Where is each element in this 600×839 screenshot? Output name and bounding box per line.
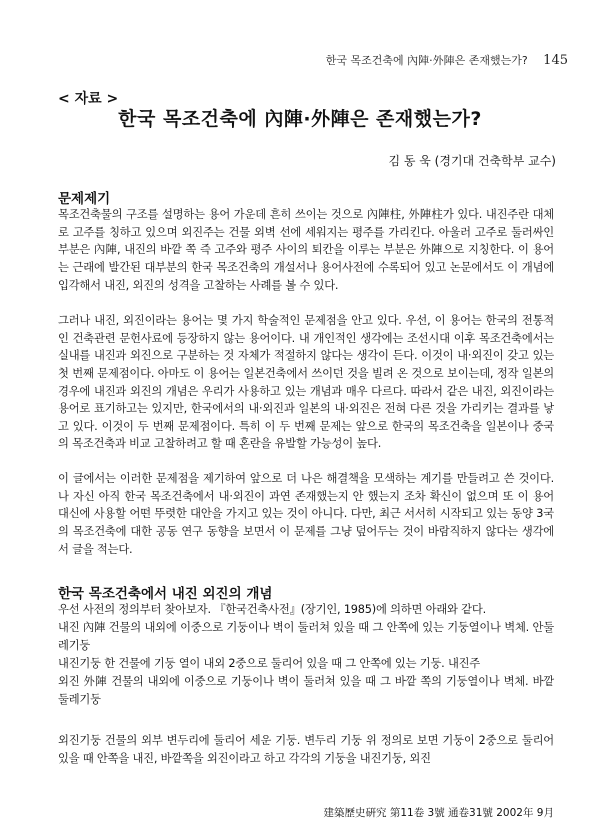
journal-footer: 建築歷史硏究 第11卷 3號 通卷31號 2002年 9月 bbox=[323, 807, 554, 819]
dictionary-entry: 외진 外陣 건물의 내외에 이중으로 기둥이나 벽이 둘러쳐 있을 때 그 바깥 쪽의 기둥열이나 벽체. 바깥 둘레기둥 bbox=[58, 675, 554, 706]
paragraph: 목조건축물의 구조를 설명하는 용어 가운데 흔히 쓰이는 것으로 內陣柱, 外陣柱가 있다. 내진주란 대체로 고주를 칭하고 있으며 외진주는 건물 외벽 선에 세워지는 평주를 가리킨다. 아울러 고주로 둘러싸인 부분은 內陣, 내진의 바깥 쪽 즉 고주와 평주 사이의 퇴칸을 이루는 부분은 外陣으로 지칭한다. 이 용어는 근래에 발간된 대부분의 한국 목조건축의 개설서나 용어사전에 수록되어 있고 논문에서도 이 개념에 입각해서 내진, 외진의 성격을 고찰하는 사례를 볼 수 있다. bbox=[58, 208, 554, 292]
page-number: 145 bbox=[543, 53, 568, 68]
article-title: 한국 목조건축에 內陣·外陣은 존재했는가? bbox=[118, 108, 482, 130]
section-heading-concept: 한국 목조건축에서 내진 외진의 개념 bbox=[58, 586, 273, 602]
paragraph: 우선 사전의 정의부터 찾아보자. 『한국건축사전』(장기인, 1985)에 의하면 아래와 같다. bbox=[58, 603, 486, 617]
running-header bbox=[60, 52, 568, 68]
author-line: 김 동 욱 (경기대 건축학부 교수) bbox=[388, 154, 556, 168]
paragraph: 그러나 내진, 외진이라는 용어는 몇 가지 학술적인 문제점을 안고 있다. 우선, 이 용어는 한국의 전통적인 건축관련 문헌사료에 등장하지 않는 용어이다. 내 개인적인 생각에는 조선시대 이후 목조건축에서는 실내를 내진과 외진으로 구분하는 것 자체가 적절하지 않다는 생각이 든다. 이것이 내·외진이 갖고 있는 첫 번째 문제점이다. 아마도 이 용어는 일본건축에서 쓰이던 것을 빌려 온 것으로 보이는데, 정작 일본의 경우에 내진과 외진의 개념은 우리가 사용하고 있는 개념과 매우 다르다. 따라서 같은 내진, 외진이라는 용어로 표기하고는 있지만, 한국에서의 내·외진과 일본의 내·외진은 전혀 다른 것을 가리키는 결과를 낳고 있다. 이것이 두 번째 문제점이다. 특히 이 두 번째 문제는 앞으로 한국의 목조건축을 일본이나 중국의 목조건축과 비교 고찰하려고 할 때 혼란을 유발할 가능성이 높다. bbox=[58, 314, 554, 451]
running-header-title: 한국 목조건축에 內陣·外陣은 존재했는가? bbox=[325, 54, 528, 67]
section-tag: < 자료 > bbox=[58, 91, 119, 107]
dictionary-entry: 외진기둥 건물의 외부 변두리에 둘리어 세운 기둥. 변두리 기둥 위 정의로 보면 기둥이 2중으로 둘리어 있을 때 안쪽을 내진, 바깥쪽을 외진이라고 하고 각각의 기둥을 내진기둥, 외진 bbox=[58, 734, 554, 765]
paragraph: 이 글에서는 이러한 문제점을 제기하여 앞으로 더 나은 해결책을 모색하는 계기를 만들려고 쓴 것이다. 나 자신 아직 한국 목조건축에서 내·외진이 과연 존재했는지 안 했는지 조차 확신이 없으며 또 이 용어 대신에 사용할 어떤 뚜렷한 대안을 가지고 있는 것이 아니다. 다만, 최근 서서히 시작되고 있는 동양 3국의 목조건축에 대한 공동 연구 동향을 보면서 이 문제를 그냥 덮어두는 것이 바람직하지 않다는 생각에서 글을 적는다. bbox=[58, 472, 554, 556]
dictionary-entry: 내진 內陣 건물의 내외에 이중으로 기둥이나 벽이 둘러쳐 있을 때 그 안쪽에 있는 기둥열이나 벽체. 안둘레기둥 bbox=[58, 621, 554, 652]
dictionary-entry: 내진기둥 한 건물에 기둥 열이 내외 2중으로 둘리어 있을 때 그 안쪽에 있는 기둥. 내진주 bbox=[58, 657, 481, 671]
section-heading-problem: 문제제기 bbox=[58, 191, 111, 207]
